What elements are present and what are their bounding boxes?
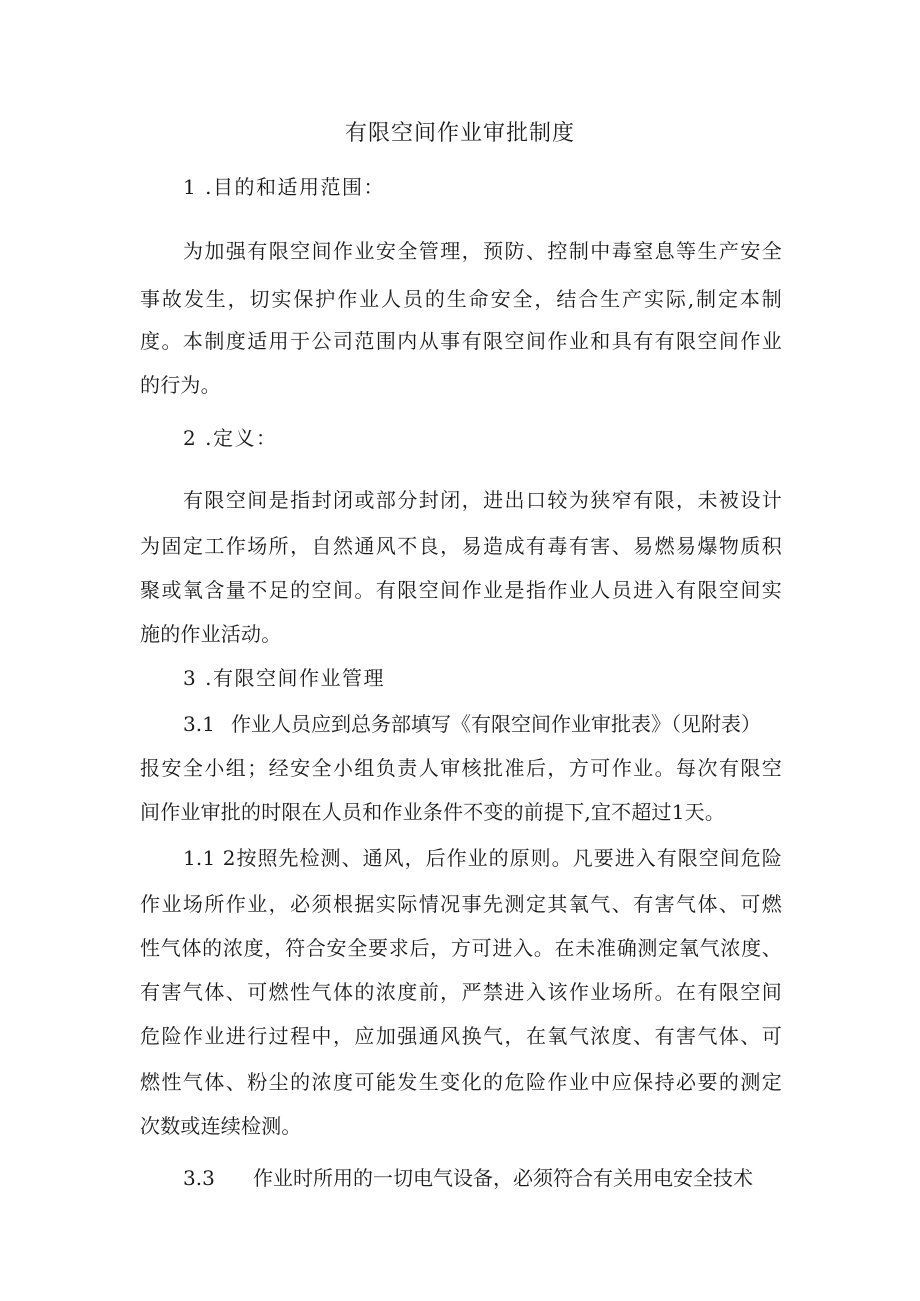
section-number: 3.3 bbox=[183, 1166, 215, 1190]
section-3-2-line: 燃性气体、粉尘的浓度可能发生变化的危险作业中应保持必要的测定 bbox=[140, 1070, 782, 1094]
section-3-1-first-line bbox=[183, 704, 782, 744]
section-3-3-first-line bbox=[183, 1158, 782, 1198]
section-text: 作业人员应到总务部填写《有限空间作业审批表》（见附表） bbox=[231, 712, 761, 736]
section-3-1-line: 间作业审批的时限在人员和作业条件不变的前提下,宜不超过1天。 bbox=[140, 800, 726, 824]
section-1-line: 为加强有限空间作业安全管理，预防、控制中毒窒息等生产安全 bbox=[183, 239, 782, 263]
section-3-2-line: 作业场所作业，必须根据实际情况事先测定其氧气、有害气体、可燃 bbox=[140, 892, 782, 916]
section-number: 3.1 bbox=[183, 712, 215, 736]
section-3-2-line: 危险作业进行过程中，应加强通风换气，在氧气浓度、有害气体、可 bbox=[140, 1024, 782, 1048]
section-2-line: 施的作业活动。 bbox=[140, 622, 282, 646]
section-text: 作业时所用的一切电气设备，必须符合有关用电安全技术 bbox=[253, 1166, 753, 1190]
section-3-2-line: 性气体的浓度，符合安全要求后，方可进入。在未准确测定氧气浓度、 bbox=[140, 936, 782, 960]
document-title: 有限空间作业审批制度 bbox=[344, 121, 575, 146]
section-3-1-line: 报安全小组；经安全小组负责人审核批准后，方可作业。每次有限空 bbox=[140, 756, 782, 780]
section-3-2-line: 有害气体、可燃性气体的浓度前，严禁进入该作业场所。在有限空间 bbox=[140, 980, 782, 1004]
section-2-line: 为固定工作场所，自然通风不良，易造成有毒有害、易燃易爆物质积 bbox=[140, 534, 782, 558]
section-2-line: 有限空间是指封闭或部分封闭，进出口较为狭窄有限，未被设计 bbox=[183, 488, 782, 512]
section-2-heading: 2 .定义： bbox=[183, 426, 278, 450]
section-1-heading: 1 .目的和适用范围： bbox=[183, 175, 385, 199]
section-3-2-line: 次数或连续检测。 bbox=[140, 1114, 302, 1138]
section-2-line: 聚或氧含量不足的空间。有限空间作业是指作业人员进入有限空间实 bbox=[140, 578, 782, 602]
section-1-line: 事故发生，切实保护作业人员的生命安全，结合生产实际,制定本制 bbox=[140, 287, 782, 311]
section-3-heading: 3 .有限空间作业管理 bbox=[183, 666, 385, 690]
section-3-2-first-line: 1.1 2按照先检测、通风，后作业的原则。凡要进入有限空间危险 bbox=[183, 846, 782, 870]
section-1-line: 度。本制度适用于公司范围内从事有限空间作业和具有有限空间作业 bbox=[140, 329, 782, 353]
section-1-line: 的行为。 bbox=[140, 373, 221, 397]
